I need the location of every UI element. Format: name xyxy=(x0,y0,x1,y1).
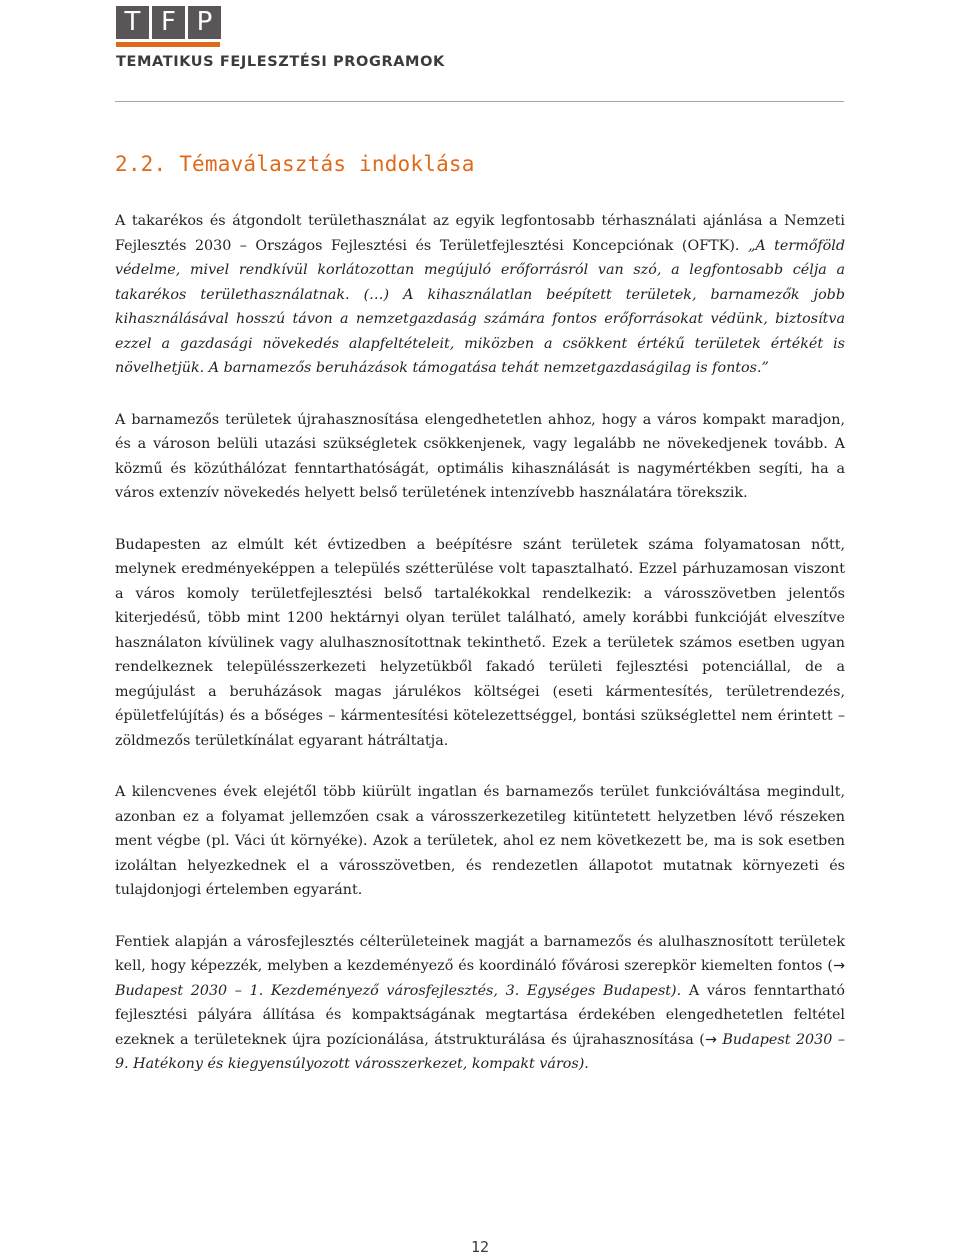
paragraph-3: Budapesten az elmúlt két évtizedben a beépítésre szánt területek száma folyamatosan nőtt, melynek eredményeképpen a település szétterülése volt tapasztalható. Ezzel párhuzamosan viszont a város komoly területfejlesztési belső tartalékokkal rendelkezik: a városszövetben jelentős kiterjedésű, több mint 1200 hektárnyi olyan terület található, amely korábbi funkcióját elveszítve használaton kívülinek vagy alulhasznosítottnak tekinthető. Ezek a területek számos esetben ugyan rendelkeznek településszerkezeti helyzetükből fakadó területi fejlesztési potenciállal, de a megújulást a beruházások magas járulékos költségei (eseti kármentesítés, területrendezés, épületfelújítás) és a bőséges – kármentesítési kötelezettséggel, bontási szükséglettel nem érintett – zöldmezős területkínálat egyarant hátráltatja. xyxy=(115,536,845,749)
logo-letter-t: T xyxy=(116,6,149,39)
paragraph-5 xyxy=(115,930,845,1077)
arrow-right-icon: → xyxy=(704,1031,717,1048)
logo-letter-boxes xyxy=(116,6,221,39)
header-divider xyxy=(115,101,844,102)
tfp-logo xyxy=(116,6,445,70)
reference-budapest-2030-9: Budapest 2030 – 9. Hatékony és kiegyensúlyozott városszerkezet, kompakt város). xyxy=(115,1031,845,1072)
logo-letter-f: F xyxy=(152,6,185,39)
logo-letter-p: P xyxy=(188,6,221,39)
logo-subtitle: TEMATIKUS FEJLESZTÉSI PROGRAMOK xyxy=(116,54,445,70)
arrow-right-icon: → xyxy=(833,958,845,974)
page-number: 12 xyxy=(470,1238,490,1256)
oftk-quote: „A termőföld védelme, mivel rendkívül korlátozottan megújuló erőforrásról van szó, a legfontosabb célja a takarékos területhasználatnak. (…) A kihasználatlan beépített területek, barnamezők jobb kihasználásával hosszú távon a nemzetgazdaság számára fontos erőforrásokat védünk, biztosítva ezzel a gazdasági növekedés alapfeltételeit, miközben a csökkent értékű területek értékét is növelhetjük. A barnamezős beruházások támogatása tehát nemzetgazdaságilag is fontos.” xyxy=(115,237,845,376)
reference-budapest-2030-1: Budapest 2030 – 1. Kezdeményező városfejlesztés, 3. Egységes Budapest). xyxy=(115,982,682,999)
paragraph-1-intro: A takarékos és átgondolt területhasználat az egyik legfontosabb térhasználati ajánlása a Nemzeti Fejlesztés 2030 – Országos Fejlesztési és Területfejlesztési Koncepciónak (OFTK). xyxy=(115,213,845,254)
paragraph-4: A kilencvenes évek elejétől több kiürült ingatlan és barnamezős terület funkcióváltása megindult, azonban ez a folyamat jellemzően csak a városszerkezetileg kitüntetett helyzetben lévő részeken ment végbe (pl. Váci út környéke). Azok a területek, ahol ez nem következett be, ma is sok esetben izoláltan helyezkednek el a városszövetben, és rendezetlen állapotot mutatnak környezeti és tulajdonjogi értelemben egyaránt. xyxy=(115,784,845,898)
section-title: 2.2. Témaválasztás indoklása xyxy=(115,152,475,176)
paragraph-2: A barnamezős területek újrahasznosítása elengedhetetlen ahhoz, hogy a város kompakt maradjon, és a városon belüli utazási szükségletek csökkenjenek, vagy legalább ne növekedjenek tovább. A közmű és közúthálózat fenntarthatóságát, optimális kihasználását is nagymértékben segíti, ha a város extenzív növekedés helyett belső területének intenzívebb használatára törekszik. xyxy=(115,411,845,501)
main-content xyxy=(115,152,845,1104)
paragraph-1 xyxy=(115,209,845,381)
paragraph-5-part-b: A város fenntartható fejlesztési pályára állítása és kompaktságának megtartása érdekében elengedhetetlen feltétel ezeknek a területeknek újra pozícionálása, átstrukturálása és újrahasznosítása ( xyxy=(115,982,845,1048)
logo-accent-bar xyxy=(116,42,220,47)
paragraph-5-part-a: Fentiek alapján a városfejlesztés célterületeinek magját a barnamezős és alulhasznosított területek kell, hogy képezzék, melyben a kezdeményező és koordináló fővárosi szerepkör kiemelten fontos ( xyxy=(115,933,845,974)
